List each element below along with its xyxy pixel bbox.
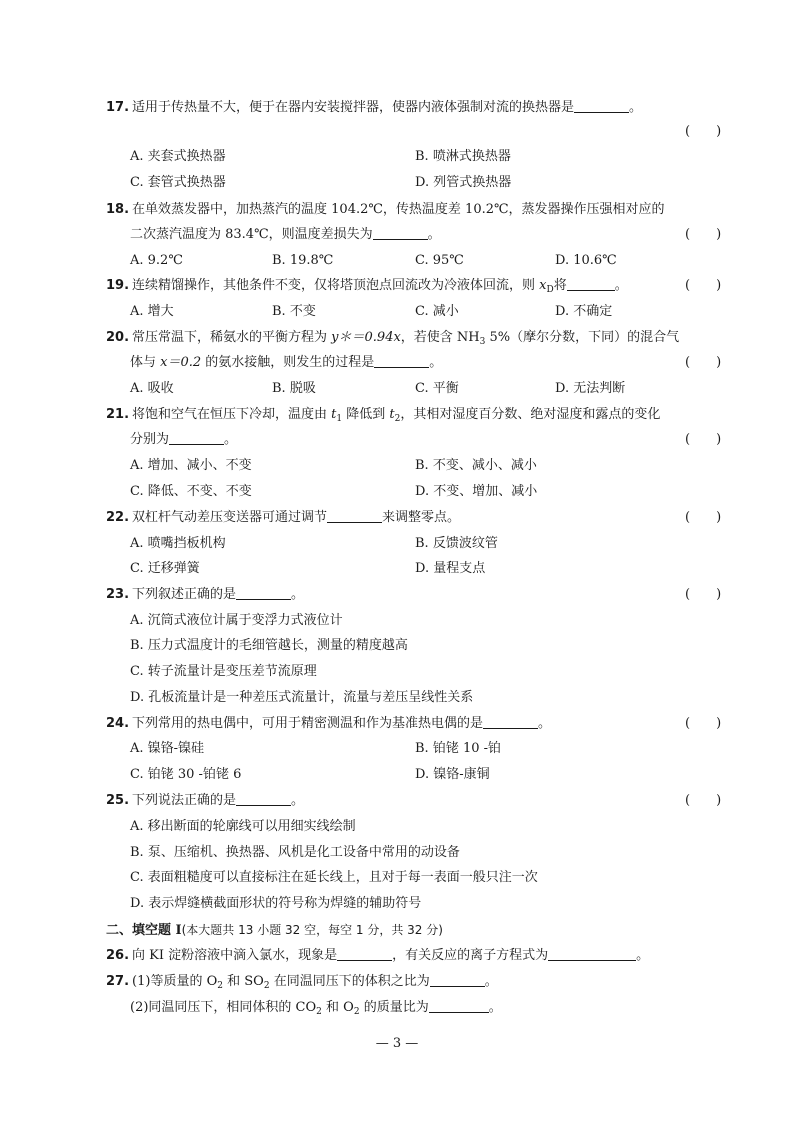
q19-option-a[interactable]: A. 增大 [130, 304, 174, 319]
q21-stem-line2: 分别为 。 [130, 432, 238, 447]
q23-option-a[interactable]: A. 沉筒式液位计属于变浮力式液位计 [130, 613, 343, 628]
q22-number: 22. [106, 510, 130, 525]
q24-number: 24. [106, 716, 130, 731]
q24-option-d[interactable]: D. 镍铬-康铜 [415, 767, 490, 782]
q21-stem-line1: 21. 将饱和空气在恒压下冷却，温度由 $t_1$ 降低到 $t_2$，其相对湿度百分数、绝对湿度和露点的变化 [106, 407, 661, 424]
section-heading [106, 920, 443, 940]
answer-blank[interactable] [429, 998, 489, 1013]
q22-answer-paren[interactable]: ( ) [685, 510, 722, 525]
q19-answer-paren[interactable]: ( ) [685, 278, 722, 293]
q20-option-d[interactable]: D. 无法判断 [555, 381, 626, 396]
q21-number: 21. [106, 407, 130, 422]
q20-stem-line1: 20. 常压常温下，稀氨水的平衡方程为 y＊＝0.94x，若使含 $NH_3$ 5%（摩尔分数，下同）的混合气 [106, 330, 680, 347]
q25-option-b[interactable]: B. 泵、压缩机、换热器、风机是化工设备中常用的动设备 [130, 845, 460, 860]
answer-blank[interactable] [574, 98, 629, 113]
q19-stem: 19. 连续精馏操作，其他条件不变，仅将塔顶泡点回流改为冷液体回流，则 $x_D$将 。 [106, 278, 628, 295]
q25-stem: 25. 下列说法正确的是 。 [106, 793, 305, 808]
section-note: (本大题共 13 小题 32 空，每空 1 分，共 32 分) [181, 923, 443, 937]
answer-blank[interactable] [337, 946, 392, 961]
q25-answer-paren[interactable]: ( ) [685, 793, 722, 808]
q23-option-c[interactable]: C. 转子流量计是变压差节流原理 [130, 664, 317, 679]
answer-blank[interactable] [374, 353, 429, 368]
q23-option-b[interactable]: B. 压力式温度计的毛细管越长，测量的精度越高 [130, 638, 408, 653]
q22-option-c[interactable]: C. 迁移弹簧 [130, 561, 200, 576]
q18-option-a[interactable]: A. 9.2℃ [130, 253, 183, 268]
q27-part2: (2)同温同压下，相同体积的 $CO_2$ 和 $O_2$ 的质量比为 。 [130, 1000, 502, 1017]
answer-blank[interactable] [236, 791, 291, 806]
q20-answer-paren[interactable]: ( ) [685, 355, 722, 370]
q23-stem: 23. 下列叙述正确的是 。 [106, 587, 305, 602]
answer-blank[interactable] [327, 508, 382, 523]
q22-option-d[interactable]: D. 量程支点 [415, 561, 486, 576]
q26-stem: 26. 向 KI 淀粉溶液中滴入氯水，现象是 ，有关反应的离子方程式为 。 [106, 948, 650, 963]
q18-option-d[interactable]: D. 10.6℃ [555, 253, 617, 268]
q25-number: 25. [106, 793, 130, 808]
q22-option-b[interactable]: B. 反馈波纹管 [415, 536, 498, 551]
q22-option-a[interactable]: A. 喷嘴挡板机构 [130, 536, 226, 551]
q21-option-d[interactable]: D. 不变、增加、减小 [415, 484, 538, 499]
q20-number: 20. [106, 330, 130, 345]
q18-stem-line2: 二次蒸汽温度为 83.4℃，则温度差损失为 。 [130, 227, 441, 242]
q24-answer-paren[interactable]: ( ) [685, 716, 722, 731]
q19-number: 19. [106, 278, 130, 293]
q17-option-a[interactable]: A. 夹套式换热器 [130, 149, 226, 164]
q17-option-d[interactable]: D. 列管式换热器 [415, 175, 512, 190]
q20-option-b[interactable]: B. 脱吸 [272, 381, 316, 396]
q24-option-a[interactable]: A. 镍铬-镍硅 [130, 741, 205, 756]
q24-option-b[interactable]: B. 铂铑 10 -铂 [415, 741, 502, 756]
q24-option-c[interactable]: C. 铂铑 30 -铂铑 6 [130, 767, 242, 782]
answer-blank[interactable] [373, 225, 428, 240]
q18-stem-line1: 18. 在单效蒸发器中，加热蒸汽的温度 104.2℃，传热温度差 10.2℃，蒸发器操作压强相对应的 [106, 202, 665, 217]
section-title: 二、填空题 Ⅰ [106, 923, 182, 938]
q18-option-c[interactable]: C. 95℃ [415, 253, 464, 268]
answer-blank[interactable] [236, 585, 291, 600]
answer-blank[interactable] [567, 276, 615, 291]
q20-stem-line2: 体与 x＝0.2 的氨水接触，则发生的过程是 。 [130, 355, 443, 370]
q23-answer-paren[interactable]: ( ) [685, 587, 722, 602]
q23-option-d[interactable]: D. 孔板流量计是一种差压式流量计，流量与差压呈线性关系 [130, 690, 474, 705]
q25-option-d[interactable]: D. 表示焊缝横截面形状的符号称为焊缝的辅助符号 [130, 896, 422, 911]
q17-option-c[interactable]: C. 套管式换热器 [130, 175, 226, 190]
q19-option-c[interactable]: C. 减小 [415, 304, 459, 319]
q18-option-b[interactable]: B. 19.8℃ [272, 253, 334, 268]
page-number: — 3 — [375, 1036, 419, 1051]
q17-number: 17. [106, 100, 130, 115]
q19-option-d[interactable]: D. 不确定 [555, 304, 613, 319]
q22-stem: 22. 双杠杆气动差压变送器可通过调节 来调整零点。 [106, 510, 461, 525]
q17-option-b[interactable]: B. 喷淋式换热器 [415, 149, 511, 164]
q27-number: 27. [106, 974, 130, 989]
q18-number: 18. [106, 202, 130, 217]
answer-blank[interactable] [483, 714, 538, 729]
q27-part1: 27. (1)等质量的 $O_2$ 和 $SO_2$ 在同温同压下的体积之比为 。 [106, 974, 498, 991]
q18-answer-paren[interactable]: ( ) [685, 227, 722, 242]
q20-option-c[interactable]: C. 平衡 [415, 381, 459, 396]
answer-blank[interactable] [548, 946, 636, 961]
answer-blank[interactable] [169, 430, 224, 445]
q23-number: 23. [106, 587, 130, 602]
q26-number: 26. [106, 948, 130, 963]
q17-stem: 17. 适用于传热量不大，便于在器内安装搅拌器，使器内液体强制对流的换热器是 。 [106, 100, 643, 115]
q17-answer-paren[interactable]: ( ) [685, 124, 722, 139]
q21-answer-paren[interactable]: ( ) [685, 432, 722, 447]
q19-option-b[interactable]: B. 不变 [272, 304, 316, 319]
q20-option-a[interactable]: A. 吸收 [130, 381, 174, 396]
answer-blank[interactable] [430, 972, 485, 987]
q21-option-c[interactable]: C. 降低、不变、不变 [130, 484, 252, 499]
q25-option-c[interactable]: C. 表面粗糙度可以直接标注在延长线上，且对于每一表面一般只注一次 [130, 870, 538, 885]
q25-option-a[interactable]: A. 移出断面的轮廓线可以用细实线绘制 [130, 819, 356, 834]
q21-option-a[interactable]: A. 增加、减小、不变 [130, 458, 252, 473]
q21-option-b[interactable]: B. 不变、减小、减小 [415, 458, 537, 473]
q24-stem: 24. 下列常用的热电偶中，可用于精密测温和作为基准热电偶的是 。 [106, 716, 552, 731]
